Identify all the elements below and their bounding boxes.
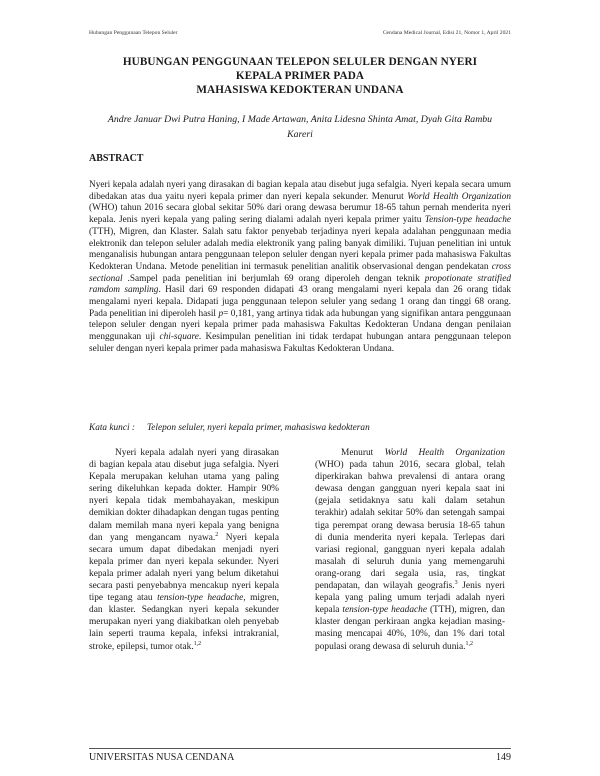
body-column-left — [89, 447, 279, 653]
title-line-1: HUBUNGAN PENGGUNAAN TELEPON SELULER DENGAN NYERI — [122, 56, 478, 68]
left-text-3: , migren, dan klaster. Sedangkan nyeri kepala sekunder merupakan nyeri yang diakibatkan oleh penyebab lain seperti trauma kepala, infeksi intrakranial, stroke, epilepsi, tumor otak. — [89, 593, 279, 652]
right-text-1: Menurut — [341, 448, 385, 458]
left-text-1: Nyeri kepala adalah nyeri yang dirasakan di bagian kepala atau disebut juga sefalgia. Nyeri Kepala merupakan keluhan utama yang paling sering dikeluhkan kepada dokter. Hampir 90% nyeri kepala tidak membahayakan, meskipun demikian dokter dihadapkan dengan tugas penting dalam memilah mana nyeri kepala yang benigna dan yang mengancam nyawa. — [89, 448, 279, 543]
body-column-right — [315, 447, 505, 653]
keywords-value: Telepon seluler, nyeri kepala primer, mahasiswa kedokteran — [146, 423, 370, 433]
page-number: 149 — [496, 752, 511, 763]
abstract-text-4: .Sampel pada penelitian ini berjumlah 69 orang diperoleh dengan teknik — [122, 273, 425, 284]
right-text-4: (TTH), migren, dan klaster dengan perkiraan angka kejadian masing-masing mencapai 40%, 10%, dan 1% dari total populasi orang dewasa di seluruh dunia. — [315, 605, 505, 652]
running-header — [89, 27, 511, 39]
page-footer — [89, 752, 511, 763]
right-tth: tension-type headache — [342, 605, 428, 616]
right-ref-2: 1,2 — [465, 640, 473, 647]
abstract-tth: Tension-type headache — [424, 215, 511, 226]
footer-rule — [89, 748, 511, 749]
right-ref-1: 3 — [454, 579, 458, 586]
abstract-cross: cross sectional — [89, 261, 511, 284]
abstract-p: p — [218, 308, 224, 319]
abstract-sampling: propotionate stratified ramdom sampling — [89, 273, 511, 296]
abstract-chi: chi-square — [159, 332, 199, 343]
right-text-3: Jenis nyeri kepala yang paling umum terjadi adalah nyeri kepala — [315, 581, 505, 616]
running-header-right: Cendana Medical Journal, Edisi 21, Nomor 1, April 2021 — [382, 30, 511, 36]
abstract-text-1: Nyeri kepala adalah nyeri yang dirasakan di bagian kepala atau disebut juga sefalgia. Nyeri kepala secara umum dibedakan atas dua yaitu nyeri kepala primer dan nyeri kepala sekunder. Menurut — [89, 180, 511, 202]
running-header-left: Hubungan Penggunaan Telepon Seluler — [89, 30, 178, 36]
abstract-text-5: . Hasil dari 69 responden didapati 43 orang mengalami nyeri kepala dan 26 orang tidak mengalami nyeri kepala. Didapati juga penggunaan telepon seluler yang sedang 1 orang dan tinggi 68 orang. Pada penelitian ini diperoleh hasil — [89, 285, 511, 319]
abstract-heading: ABSTRACT — [89, 153, 144, 164]
author-list: Andre Januar Dwi Putra Haning, I Made Artawan, Anita Lidesna Shinta Amat, Dyah Gita Rambu Kareri — [107, 114, 493, 140]
right-who: World Health Organization — [384, 448, 505, 458]
keywords-label: Kata kunci : — [89, 423, 135, 433]
left-ref-2: 1,2 — [193, 640, 202, 647]
abstract-who: World Health Organization — [407, 191, 511, 202]
abstract-text-6: = 0,181, yang artinya tidak ada hubungan yang signifikan antara penggunaan telepon seluler dengan nyeri kepala primer pada mahasiswa Fakultas Kedokteran Undana dengan penilaian menggunakan uji — [89, 308, 511, 343]
abstract-text-7: . Kesimpulan penelitian ini tidak terdapat hubungan antara penggunaan telepon seluler dengan nyeri kepala primer pada mahasiswa Fakultas Kedokteran Undana. — [89, 332, 511, 354]
abstract-body — [89, 180, 511, 356]
title-line-3: MAHASISWA KEDOKTERAN UNDANA — [196, 84, 404, 96]
left-text-2: Nyeri kepala secara umum dapat dibedakan menjadi nyeri kepala primer dan nyeri kepala sekunder. Nyeri kepala primer adalah nyeri yang belum diketahui secara pasti penyebabnya mencakup nyeri kepala tipe tegang atau — [89, 532, 279, 604]
footer-institution: UNIVERSITAS NUSA CENDANA — [89, 752, 235, 763]
abstract-text-3: (TTH), Migren, dan Klaster. Salah satu faktor penyebab terjadinya nyeri kepala adalahan penggunaan media elektronik dan telepon seluler adalah media elektronik yang paling banyak dimiliki. Tujuan penelitian ini untuk menganalisis hubungan antara penggunaan telepon seluler dengan nyeri kepala primer pada mahasiswa Fakultas Kedokteran Undana. Metode penelitian ini termasuk penelitian analitik observasional dengan pendekatan — [89, 226, 511, 272]
right-text-2: (WHO) pada tahun 2016, secara global, telah diperkirakan bahwa prevalensi di antara orang dewasa dengan gangguan nyeri kepala saat ini (gejala setidaknya satu kali dalam setahun terakhir) adalah sekitar 50% dan setengah sampai tiga perempat orang dewasa berusia 18-65 tahun di dunia menderita nyeri kepala. Terlepas dari variasi regional, gangguan nyeri kepala adalah masalah di seluruh dunia yang memengaruhi orang-orang dari segala usia, ras, tingkat pendapatan, dan wilayah geografis. — [315, 460, 505, 592]
title-line-2: KEPALA PRIMER PADA — [235, 70, 365, 82]
article-title — [80, 55, 520, 97]
left-ref-1: 2 — [215, 531, 219, 538]
abstract-text-2: (WHO) tahun 2016 secara global sekitar 50% dari orang dewasa berumur 18-65 tahun pernah menderita nyeri kepala. Jenis nyeri kepala yang paling sering dialami adalah nyeri kepala primer yaitu — [89, 203, 511, 226]
left-tth: tension-type headache — [157, 593, 244, 604]
keywords — [89, 423, 511, 433]
